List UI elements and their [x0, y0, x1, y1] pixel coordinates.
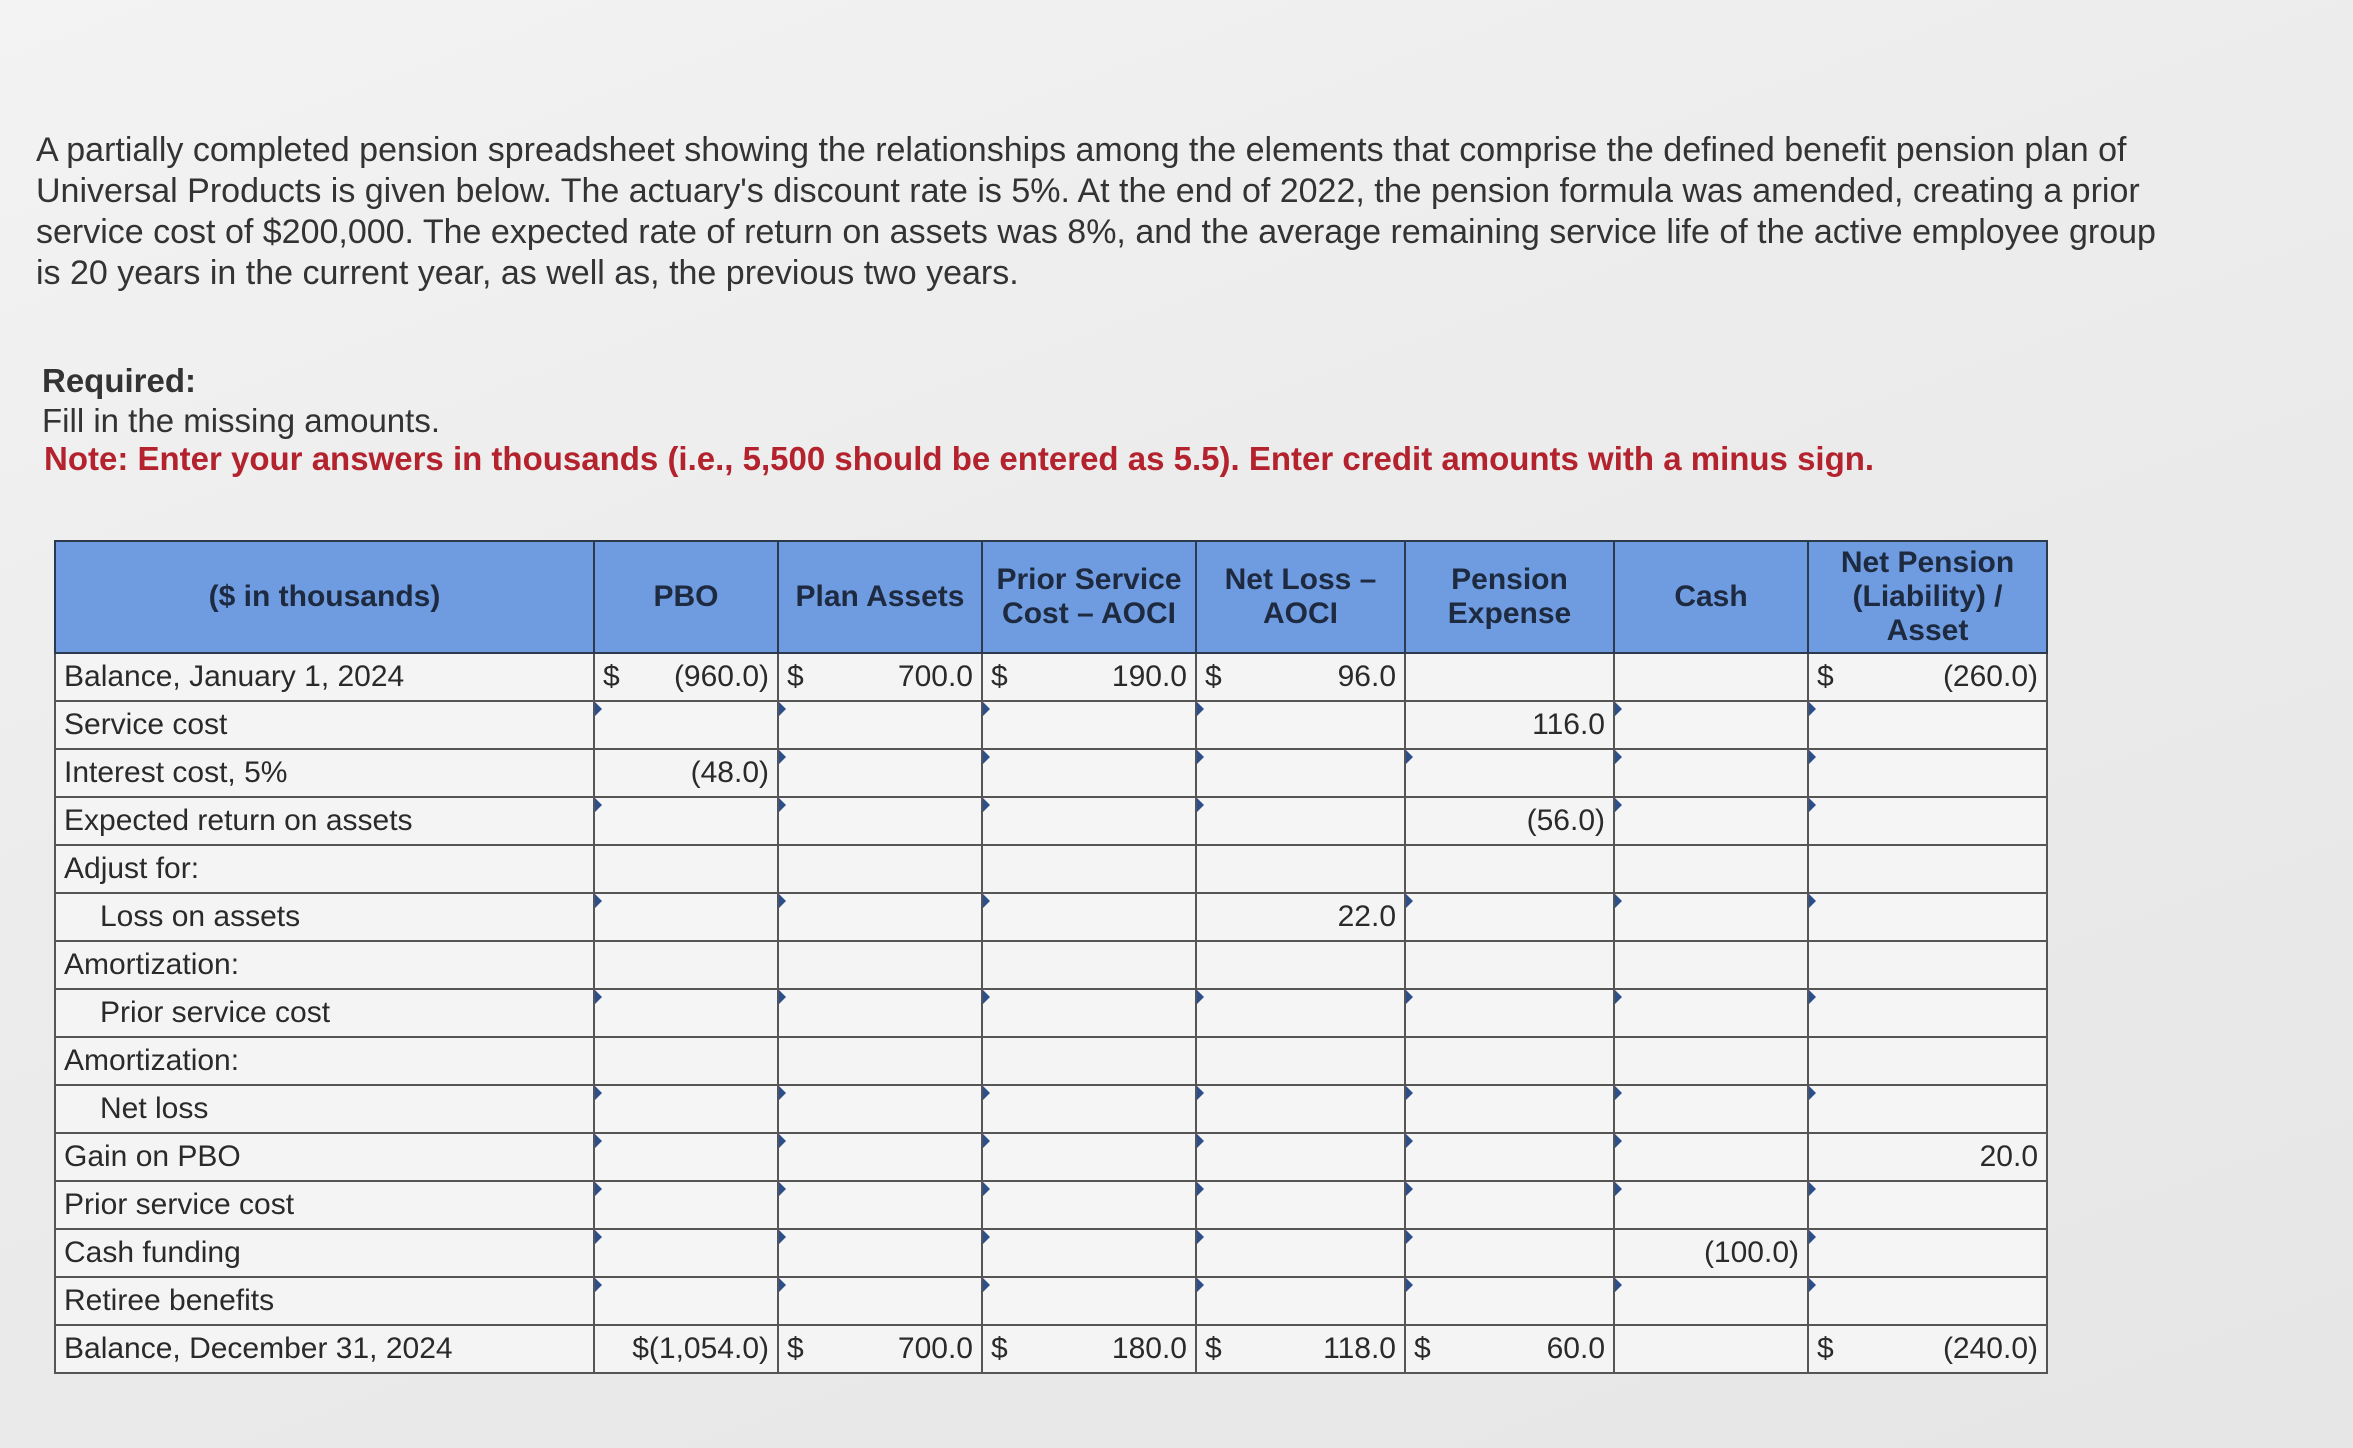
blank-cell — [778, 1037, 982, 1085]
problem-intro: A partially completed pension spreadsheet showing the relationships among the elements that comprise the defined benefit pension plan of Universal Products is given below. The actuary's discount rate is 5%. At the end of 2022, the pension formula was amended, creating a prior service cost of $200,000. The expected rate of return on assets was 8%, and the average remaining service life of the active employee group is 20 years in the current year, as well as, the previous two years. — [36, 131, 2156, 292]
answer-input-cell[interactable] — [1808, 989, 2047, 1037]
blank-cell — [594, 845, 778, 893]
answer-input-cell[interactable] — [778, 1085, 982, 1133]
answer-input-cell[interactable] — [778, 749, 982, 797]
column-header: PBO — [594, 541, 778, 653]
row-label: Retiree benefits — [55, 1277, 594, 1325]
answer-input-cell[interactable] — [1196, 1133, 1405, 1181]
column-header: Cash — [1614, 541, 1808, 653]
row-label: Amortization: — [55, 941, 594, 989]
blank-cell — [1196, 845, 1405, 893]
answer-input-cell[interactable] — [1405, 1133, 1614, 1181]
instruction-text: Fill in the missing amounts. — [42, 402, 440, 439]
value-cell: (48.0) — [594, 749, 778, 797]
answer-input-cell[interactable] — [1405, 1181, 1614, 1229]
answer-input-cell[interactable] — [982, 1085, 1196, 1133]
answer-input-cell[interactable] — [594, 1133, 778, 1181]
answer-input-cell[interactable] — [778, 797, 982, 845]
row-label: Balance, December 31, 2024 — [55, 1325, 594, 1373]
required-heading: Required: — [42, 362, 197, 399]
blank-cell — [1405, 941, 1614, 989]
table-row — [55, 989, 2047, 1037]
blank-cell — [1614, 653, 1808, 701]
blank-cell — [594, 941, 778, 989]
table-row — [55, 653, 2047, 701]
row-label: Balance, January 1, 2024 — [55, 653, 594, 701]
value-cell: $ 190.0 — [982, 653, 1196, 701]
answer-input-cell[interactable] — [1196, 797, 1405, 845]
answer-input-cell[interactable] — [594, 797, 778, 845]
table-row — [55, 1229, 2047, 1277]
blank-cell — [778, 941, 982, 989]
pension-spreadsheet — [54, 540, 2048, 1374]
answer-input-cell[interactable] — [982, 797, 1196, 845]
table-row — [55, 1325, 2047, 1373]
row-label: Loss on assets — [55, 893, 594, 941]
answer-input-cell[interactable] — [778, 893, 982, 941]
answer-input-cell[interactable] — [1808, 797, 2047, 845]
answer-input-cell[interactable] — [1614, 701, 1808, 749]
answer-input-cell[interactable] — [1405, 1229, 1614, 1277]
column-header: Plan Assets — [778, 541, 982, 653]
answer-input-cell[interactable] — [594, 1277, 778, 1325]
answer-input-cell[interactable] — [982, 749, 1196, 797]
blank-cell — [1808, 845, 2047, 893]
answer-input-cell[interactable] — [1808, 1085, 2047, 1133]
table-row — [55, 1133, 2047, 1181]
answer-input-cell[interactable] — [982, 1229, 1196, 1277]
table-row — [55, 1181, 2047, 1229]
blank-cell — [1808, 941, 2047, 989]
table-row — [55, 941, 2047, 989]
value-cell: $ (240.0) — [1808, 1325, 2047, 1373]
answer-input-cell[interactable] — [1405, 989, 1614, 1037]
blank-cell — [1614, 941, 1808, 989]
blank-cell — [1196, 941, 1405, 989]
answer-input-cell[interactable] — [982, 701, 1196, 749]
answer-input-cell[interactable] — [1614, 1085, 1808, 1133]
answer-input-cell[interactable] — [1808, 749, 2047, 797]
value-cell: $ 96.0 — [1196, 653, 1405, 701]
value-cell: $ 118.0 — [1196, 1325, 1405, 1373]
value-cell: $ 700.0 — [778, 1325, 982, 1373]
value-cell: 20.0 — [1808, 1133, 2047, 1181]
note-text: Note: Enter your answers in thousands (i.e., 5,500 should be entered as 5.5). Enter credit amounts with a minus sign. — [44, 440, 1875, 477]
answer-input-cell[interactable] — [1196, 1181, 1405, 1229]
answer-input-cell[interactable] — [778, 701, 982, 749]
value-cell: (100.0) — [1614, 1229, 1808, 1277]
row-label: Prior service cost — [55, 1181, 594, 1229]
answer-input-cell[interactable] — [778, 989, 982, 1037]
table-row — [55, 797, 2047, 845]
answer-input-cell[interactable] — [1614, 1181, 1808, 1229]
answer-input-cell[interactable] — [594, 1085, 778, 1133]
answer-input-cell[interactable] — [1196, 749, 1405, 797]
table-row — [55, 845, 2047, 893]
answer-input-cell[interactable] — [1808, 893, 2047, 941]
blank-cell — [982, 1037, 1196, 1085]
answer-input-cell[interactable] — [1405, 1277, 1614, 1325]
answer-input-cell[interactable] — [594, 893, 778, 941]
blank-cell — [1614, 1037, 1808, 1085]
table-row — [55, 749, 2047, 797]
value-cell: (56.0) — [1405, 797, 1614, 845]
column-header: ($ in thousands) — [55, 541, 594, 653]
answer-input-cell[interactable] — [1614, 989, 1808, 1037]
value-cell: $ 60.0 — [1405, 1325, 1614, 1373]
answer-input-cell[interactable] — [1405, 893, 1614, 941]
row-label: Interest cost, 5% — [55, 749, 594, 797]
blank-cell — [982, 845, 1196, 893]
column-header: Net Loss – AOCI — [1196, 541, 1405, 653]
row-label: Cash funding — [55, 1229, 594, 1277]
table-row — [55, 893, 2047, 941]
value-cell: $(1,054.0) — [594, 1325, 778, 1373]
answer-input-cell[interactable] — [982, 989, 1196, 1037]
spreadsheet-body — [55, 653, 2047, 1373]
column-header: Prior Service Cost – AOCI — [982, 541, 1196, 653]
value-cell: $ 700.0 — [778, 653, 982, 701]
answer-input-cell[interactable] — [982, 1277, 1196, 1325]
table-row — [55, 1037, 2047, 1085]
row-label: Adjust for: — [55, 845, 594, 893]
blank-cell — [1614, 845, 1808, 893]
blank-cell — [778, 845, 982, 893]
blank-cell — [982, 941, 1196, 989]
table-row — [55, 701, 2047, 749]
row-label: Service cost — [55, 701, 594, 749]
value-cell: 22.0 — [1196, 893, 1405, 941]
blank-cell — [1405, 653, 1614, 701]
header-row — [55, 541, 2047, 653]
answer-input-cell[interactable] — [982, 1133, 1196, 1181]
row-label: Expected return on assets — [55, 797, 594, 845]
answer-input-cell[interactable] — [594, 989, 778, 1037]
column-header: Pension Expense — [1405, 541, 1614, 653]
answer-input-cell[interactable] — [1808, 1277, 2047, 1325]
answer-input-cell[interactable] — [1196, 701, 1405, 749]
value-cell: $ (260.0) — [1808, 653, 2047, 701]
answer-input-cell[interactable] — [594, 1229, 778, 1277]
table-row — [55, 1277, 2047, 1325]
answer-input-cell[interactable] — [1196, 989, 1405, 1037]
answer-input-cell[interactable] — [1614, 893, 1808, 941]
answer-input-cell[interactable] — [594, 701, 778, 749]
answer-input-cell[interactable] — [594, 1181, 778, 1229]
answer-input-cell[interactable] — [1808, 701, 2047, 749]
blank-cell — [1808, 1037, 2047, 1085]
blank-cell — [1196, 1037, 1405, 1085]
answer-input-cell[interactable] — [1196, 1085, 1405, 1133]
answer-input-cell[interactable] — [1808, 1229, 2047, 1277]
answer-input-cell[interactable] — [1808, 1181, 2047, 1229]
table-row — [55, 1085, 2047, 1133]
answer-input-cell[interactable] — [1614, 797, 1808, 845]
answer-input-cell[interactable] — [982, 1181, 1196, 1229]
blank-cell — [1405, 1037, 1614, 1085]
value-cell: $ 180.0 — [982, 1325, 1196, 1373]
answer-input-cell[interactable] — [1614, 749, 1808, 797]
row-label: Prior service cost — [55, 989, 594, 1037]
blank-cell — [1614, 1325, 1808, 1373]
answer-input-cell[interactable] — [778, 1133, 982, 1181]
answer-input-cell[interactable] — [982, 893, 1196, 941]
row-label: Net loss — [55, 1085, 594, 1133]
answer-input-cell[interactable] — [778, 1277, 982, 1325]
answer-input-cell[interactable] — [1405, 749, 1614, 797]
answer-input-cell[interactable] — [1196, 1229, 1405, 1277]
value-cell: 116.0 — [1405, 701, 1614, 749]
column-header: Net Pension (Liability) / Asset — [1808, 541, 2047, 653]
answer-input-cell[interactable] — [778, 1229, 982, 1277]
row-label: Amortization: — [55, 1037, 594, 1085]
blank-cell — [594, 1037, 778, 1085]
answer-input-cell[interactable] — [1196, 1277, 1405, 1325]
value-cell: $ (960.0) — [594, 653, 778, 701]
row-label: Gain on PBO — [55, 1133, 594, 1181]
blank-cell — [1405, 845, 1614, 893]
answer-input-cell[interactable] — [1614, 1133, 1808, 1181]
answer-input-cell[interactable] — [1614, 1277, 1808, 1325]
answer-input-cell[interactable] — [1405, 1085, 1614, 1133]
answer-input-cell[interactable] — [778, 1181, 982, 1229]
